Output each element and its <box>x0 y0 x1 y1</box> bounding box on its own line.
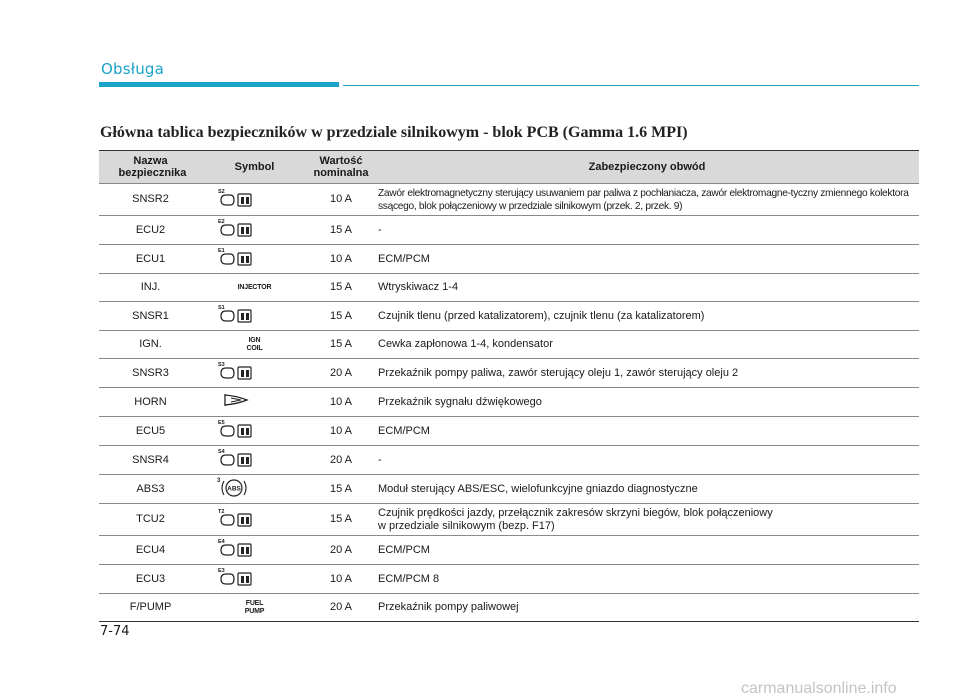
table-row <box>99 475 919 504</box>
col-header-symbol: Symbol <box>202 151 307 184</box>
symbol-text: PUMP <box>244 607 265 615</box>
table-row <box>99 359 919 388</box>
symbol-code: E4 <box>218 539 225 545</box>
fuse-circuit: Wtryskiwacz 1-4 <box>375 274 919 302</box>
fuse-circuit: Zawór elektromagnetyczny sterujący usuwaniem par paliwa z pochłaniacza, zawór elektromagne-tyczny zmiennego kolektora ssącego, blok połączeniowy w przedziale silnikowym (przek. 2, przek. 9) <box>375 184 919 216</box>
table-row <box>99 216 919 245</box>
fuse-symbol <box>202 536 307 565</box>
fuse-name: ECU5 <box>99 417 202 446</box>
col-header-value: Wartość nominalna <box>307 151 375 184</box>
page-title: Główna tablica bezpieczników w przedziale silnikowym - blok PCB (Gamma 1.6 MPI) <box>100 124 688 141</box>
fuse-value: 20 A <box>307 359 375 388</box>
fuse-symbol <box>202 504 307 536</box>
col-header-circuit: Zabezpieczony obwód <box>375 151 919 184</box>
fuse-name: HORN <box>99 388 202 417</box>
fuse-name: SNSR1 <box>99 302 202 331</box>
symbol-text: COIL <box>246 344 263 352</box>
table-header-row <box>99 151 919 184</box>
fuse-name: ABS3 <box>99 475 202 504</box>
fuse-name: ECU4 <box>99 536 202 565</box>
engine-component-icon <box>219 571 253 587</box>
fuse-symbol <box>202 594 307 622</box>
fuse-symbol <box>202 216 307 245</box>
engine-component-icon <box>219 308 253 324</box>
fuse-circuit: Przekaźnik pompy paliwowej <box>375 594 919 622</box>
horn-icon <box>219 391 253 409</box>
fuse-symbol <box>202 565 307 594</box>
table-row <box>99 446 919 475</box>
engine-component-icon <box>219 512 253 528</box>
fuse-value: 15 A <box>307 302 375 331</box>
watermark: carmanualsonline.info <box>741 680 897 697</box>
fuse-symbol <box>202 302 307 331</box>
engine-component-icon <box>219 192 253 208</box>
header-rule <box>343 85 919 86</box>
table-row <box>99 184 919 216</box>
fuse-symbol <box>202 245 307 274</box>
fuse-value: 10 A <box>307 388 375 417</box>
page-number: 7-74 <box>100 624 130 639</box>
symbol-code: S3 <box>218 362 225 368</box>
section-label: Obsługa <box>101 60 165 78</box>
symbol-code: E5 <box>218 420 225 426</box>
fuse-symbol <box>202 274 307 302</box>
engine-component-icon <box>219 222 253 238</box>
table-row <box>99 331 919 359</box>
symbol-code: E3 <box>218 568 225 574</box>
fuse-value: 10 A <box>307 565 375 594</box>
table-row <box>99 245 919 274</box>
fuse-name: ECU2 <box>99 216 202 245</box>
engine-component-icon <box>219 251 253 267</box>
fuse-symbol <box>202 388 307 417</box>
fuse-value: 15 A <box>307 274 375 302</box>
fuse-circuit: ECM/PCM <box>375 245 919 274</box>
fuse-value: 20 A <box>307 446 375 475</box>
fuse-name: F/PUMP <box>99 594 202 622</box>
engine-component-icon <box>219 542 253 558</box>
table-row <box>99 302 919 331</box>
fuse-value: 10 A <box>307 184 375 216</box>
fuse-symbol <box>202 475 307 504</box>
fuse-circuit: Moduł sterujący ABS/ESC, wielofunkcyjne gniazdo diagnostyczne <box>375 475 919 504</box>
fuse-circuit <box>375 504 919 536</box>
fuse-name: INJ. <box>99 274 202 302</box>
fuse-value: 15 A <box>307 504 375 536</box>
fuse-symbol <box>202 417 307 446</box>
symbol-code: 3 <box>217 478 221 484</box>
fuse-name: SNSR2 <box>99 184 202 216</box>
fuse-name: SNSR4 <box>99 446 202 475</box>
fuse-value: 10 A <box>307 245 375 274</box>
table-row <box>99 536 919 565</box>
fuse-value: 10 A <box>307 417 375 446</box>
engine-component-icon <box>219 423 253 439</box>
fuse-name: ECU3 <box>99 565 202 594</box>
symbol-text: INJECTOR <box>237 283 272 291</box>
symbol-code: E2 <box>218 219 225 225</box>
fuse-value: 20 A <box>307 536 375 565</box>
table-row <box>99 565 919 594</box>
fuse-circuit: ECM/PCM <box>375 536 919 565</box>
table-row <box>99 417 919 446</box>
circuit-line: Czujnik prędkości jazdy, przełącznik zakresów skrzyni biegów, blok połączeniowy <box>378 506 773 519</box>
fuse-name: TCU2 <box>99 504 202 536</box>
fuse-value: 15 A <box>307 216 375 245</box>
header-accent-bar <box>99 82 339 87</box>
circuit-line: w przedziale silnikowym (bezp. F17) <box>378 519 555 532</box>
fuse-symbol <box>202 184 307 216</box>
table-row <box>99 594 919 622</box>
abs-icon <box>219 478 249 498</box>
fuse-circuit: - <box>375 216 919 245</box>
symbol-code: S4 <box>218 449 225 455</box>
fuse-circuit: Przekaźnik pompy paliwa, zawór sterujący oleju 1, zawór sterujący oleju 2 <box>375 359 919 388</box>
abs-icon-label: ABS <box>227 485 241 493</box>
fuse-symbol <box>202 331 307 359</box>
fuse-value: 15 A <box>307 475 375 504</box>
symbol-text: FUEL <box>245 599 264 607</box>
table-row <box>99 274 919 302</box>
fuse-value: 20 A <box>307 594 375 622</box>
fuse-circuit: Przekaźnik sygnału dźwiękowego <box>375 388 919 417</box>
fuse-circuit: Czujnik tlenu (przed katalizatorem), czujnik tlenu (za katalizatorem) <box>375 302 919 331</box>
fuse-table <box>99 150 919 622</box>
symbol-code: E1 <box>218 248 225 254</box>
fuse-symbol <box>202 359 307 388</box>
fuse-circuit: ECM/PCM 8 <box>375 565 919 594</box>
fuse-circuit: ECM/PCM <box>375 417 919 446</box>
fuse-name: IGN. <box>99 331 202 359</box>
engine-component-icon <box>219 452 253 468</box>
fuse-value: 15 A <box>307 331 375 359</box>
engine-component-icon <box>219 365 253 381</box>
fuse-circuit: Cewka zapłonowa 1-4, kondensator <box>375 331 919 359</box>
symbol-code: S2 <box>218 188 225 195</box>
symbol-code: S1 <box>218 305 225 311</box>
table-row <box>99 388 919 417</box>
fuse-symbol <box>202 446 307 475</box>
col-header-name: Nazwa bezpiecznika <box>99 151 202 184</box>
symbol-code: T2 <box>218 508 225 515</box>
fuse-name: SNSR3 <box>99 359 202 388</box>
symbol-text: IGN <box>248 336 261 344</box>
fuse-name: ECU1 <box>99 245 202 274</box>
table-row <box>99 504 919 536</box>
fuse-circuit: - <box>375 446 919 475</box>
